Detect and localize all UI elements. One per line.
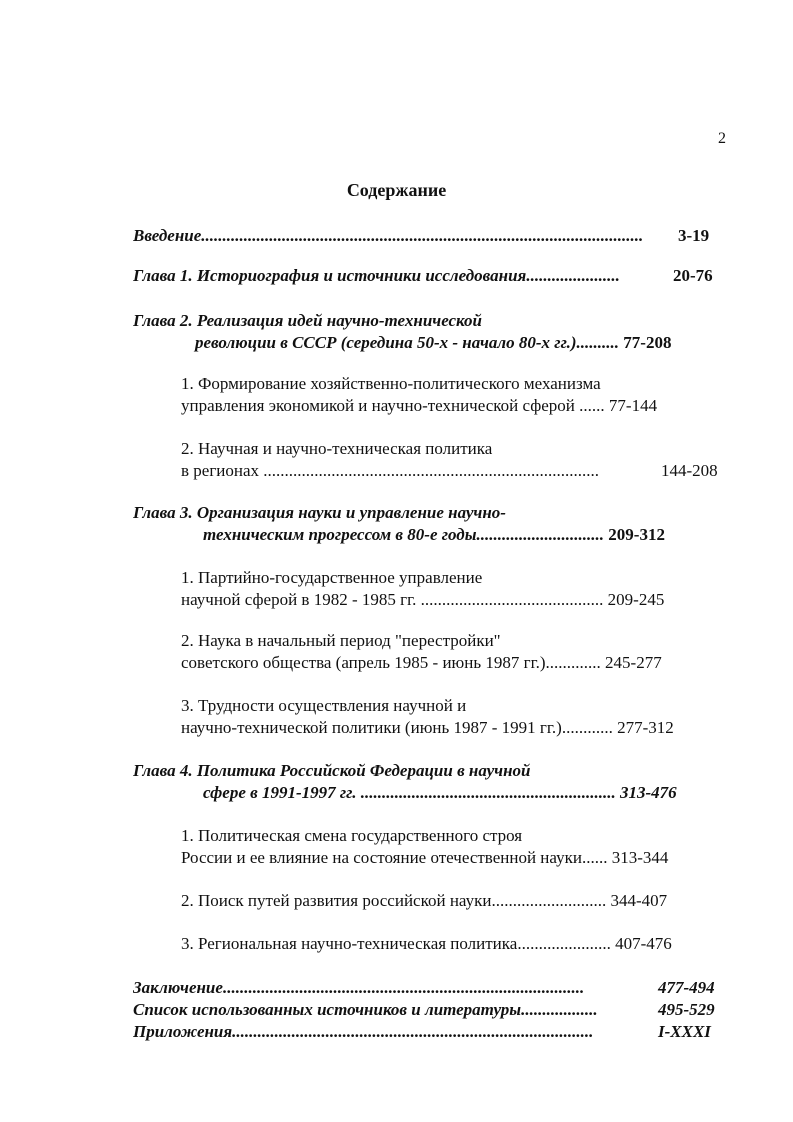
toc-section-3-1-pages: 209-245 — [607, 590, 665, 609]
toc-section-3-2-pages: 245-277 — [605, 653, 662, 672]
toc-chapter-2[interactable] — [133, 310, 733, 358]
toc-section-3-1-line1: 1. Партийно-государственное управление — [181, 568, 483, 587]
toc-intro-text: Введение — [133, 226, 202, 245]
toc-chapter-3[interactable] — [133, 502, 733, 550]
toc-section-4-1[interactable] — [181, 825, 741, 873]
toc-conclusion-dots: ..................................................................................... — [222, 978, 585, 997]
toc-sources[interactable] — [133, 999, 733, 1021]
toc-chapter-2-line2: революции в СССР (середина 50-х - начало 80-х гг.) — [195, 333, 577, 352]
toc-section-3-2-dots: ............. — [545, 653, 601, 672]
toc-chapter-4-line2: сфере в 1991-1997 гг. — [203, 783, 357, 802]
toc-conclusion-text: Заключение — [133, 978, 223, 997]
toc-chapter-4-dots: ............................................................ — [356, 783, 616, 802]
toc-sources-pages: 495-529 — [658, 1000, 715, 1019]
toc-chapter-4-line1: Глава 4. Политика Российской Федерации в научной — [133, 761, 531, 780]
toc-chapter-2-line1: Глава 2. Реализация идей научно-технической — [133, 311, 482, 330]
page-number: 2 — [718, 130, 726, 147]
toc-section-3-3-line1: 3. Трудности осуществления научной и — [181, 696, 467, 715]
toc-conclusion-pages: 477-494 — [658, 978, 715, 997]
page-title: Содержание — [346, 180, 447, 200]
toc-section-2-1[interactable] — [181, 373, 741, 421]
toc-section-3-1-line2: научной сферой в 1982 - 1985 гг. — [181, 590, 417, 609]
toc-intro-dots: ........................................................................................................ — [201, 226, 644, 245]
toc-section-4-3-dots: ...................... — [517, 934, 611, 953]
toc-section-2-2-dots: ............................................................................... — [259, 461, 600, 480]
toc-sources-dots: .................. — [521, 1000, 598, 1019]
toc-chapter-1-text: Глава 1. Историография и источники исследования — [133, 266, 527, 285]
toc-section-2-2-line2: в регионах — [181, 461, 260, 480]
toc-section-4-3-text: 3. Региональная научно-техническая политика — [181, 934, 518, 953]
toc-section-3-3[interactable] — [181, 695, 751, 743]
toc-section-2-1-pages: 77-144 — [608, 396, 658, 415]
toc-section-3-3-line2: научно-технической политики (июнь 1987 - 1991 гг.) — [181, 718, 562, 737]
toc-section-2-2-pages: 144-208 — [657, 460, 718, 482]
toc-section-3-3-dots: ............ — [561, 718, 613, 737]
toc-section-3-1[interactable] — [181, 567, 741, 615]
toc-section-2-2-line1: 2. Научная и научно-техническая политика — [181, 439, 493, 458]
toc-section-4-2-dots: ........................... — [491, 891, 607, 910]
toc-chapter-4[interactable] — [133, 760, 733, 808]
toc-chapter-4-pages: 313-476 — [619, 783, 677, 802]
toc-chapter-2-pages: 77-208 — [623, 333, 672, 352]
toc-intro[interactable] — [133, 225, 723, 247]
toc-section-3-2-line2: советского общества (апрель 1985 - июнь 1987 гг.) — [181, 653, 546, 672]
toc-conclusion[interactable] — [133, 977, 733, 999]
toc-section-4-1-pages: 313-344 — [611, 848, 669, 867]
toc-section-3-2-line1: 2. Наука в начальный период "перестройки" — [181, 631, 501, 650]
toc-chapter-3-line2: техническим прогрессом в 80-е годы — [203, 525, 477, 544]
toc-chapter-1-pages: 20-76 — [673, 266, 713, 285]
toc-appendix-text: Приложения — [133, 1022, 233, 1041]
toc-section-2-1-line2: управления экономикой и научно-технической сферой — [181, 396, 575, 415]
toc-section-2-1-dots: ...... — [574, 396, 605, 415]
toc-sources-text: Список использованных источников и литературы — [133, 1000, 522, 1019]
toc-chapter-1-dots: ...................... — [526, 266, 620, 285]
toc-appendix-dots: ..................................................................................... — [232, 1022, 594, 1041]
toc-intro-pages: 3-19 — [678, 226, 710, 245]
toc-chapter-3-dots: .............................. — [476, 525, 605, 544]
toc-section-4-1-line2: России и ее влияние на состояние отечественной науки — [181, 848, 582, 867]
toc-chapter-1[interactable] — [133, 265, 723, 287]
toc-section-4-2[interactable] — [181, 890, 741, 912]
toc-appendix-pages: I-XXXI — [658, 1022, 711, 1041]
toc-chapter-2-dots: .......... — [576, 333, 620, 352]
toc-section-4-1-line1: 1. Политическая смена государственного строя — [181, 826, 523, 845]
toc-section-3-2[interactable] — [181, 630, 741, 678]
toc-appendix[interactable] — [133, 1021, 733, 1043]
toc-section-2-2[interactable] — [181, 438, 741, 486]
toc-chapter-3-line1: Глава 3. Организация науки и управление научно- — [133, 503, 506, 522]
toc-section-3-3-pages: 277-312 — [617, 718, 674, 737]
toc-section-4-3[interactable] — [181, 933, 741, 955]
toc-section-4-2-pages: 344-407 — [610, 891, 668, 910]
toc-section-4-3-pages: 407-476 — [615, 934, 672, 953]
toc-section-2-1-line1: 1. Формирование хозяйственно-политического механизма — [181, 374, 601, 393]
toc-chapter-3-pages: 209-312 — [608, 525, 665, 544]
toc-section-4-2-text: 2. Поиск путей развития российской науки — [181, 891, 492, 910]
toc-section-4-1-dots: ...... — [581, 848, 608, 867]
toc-section-3-1-dots: ........................................... — [416, 590, 604, 609]
